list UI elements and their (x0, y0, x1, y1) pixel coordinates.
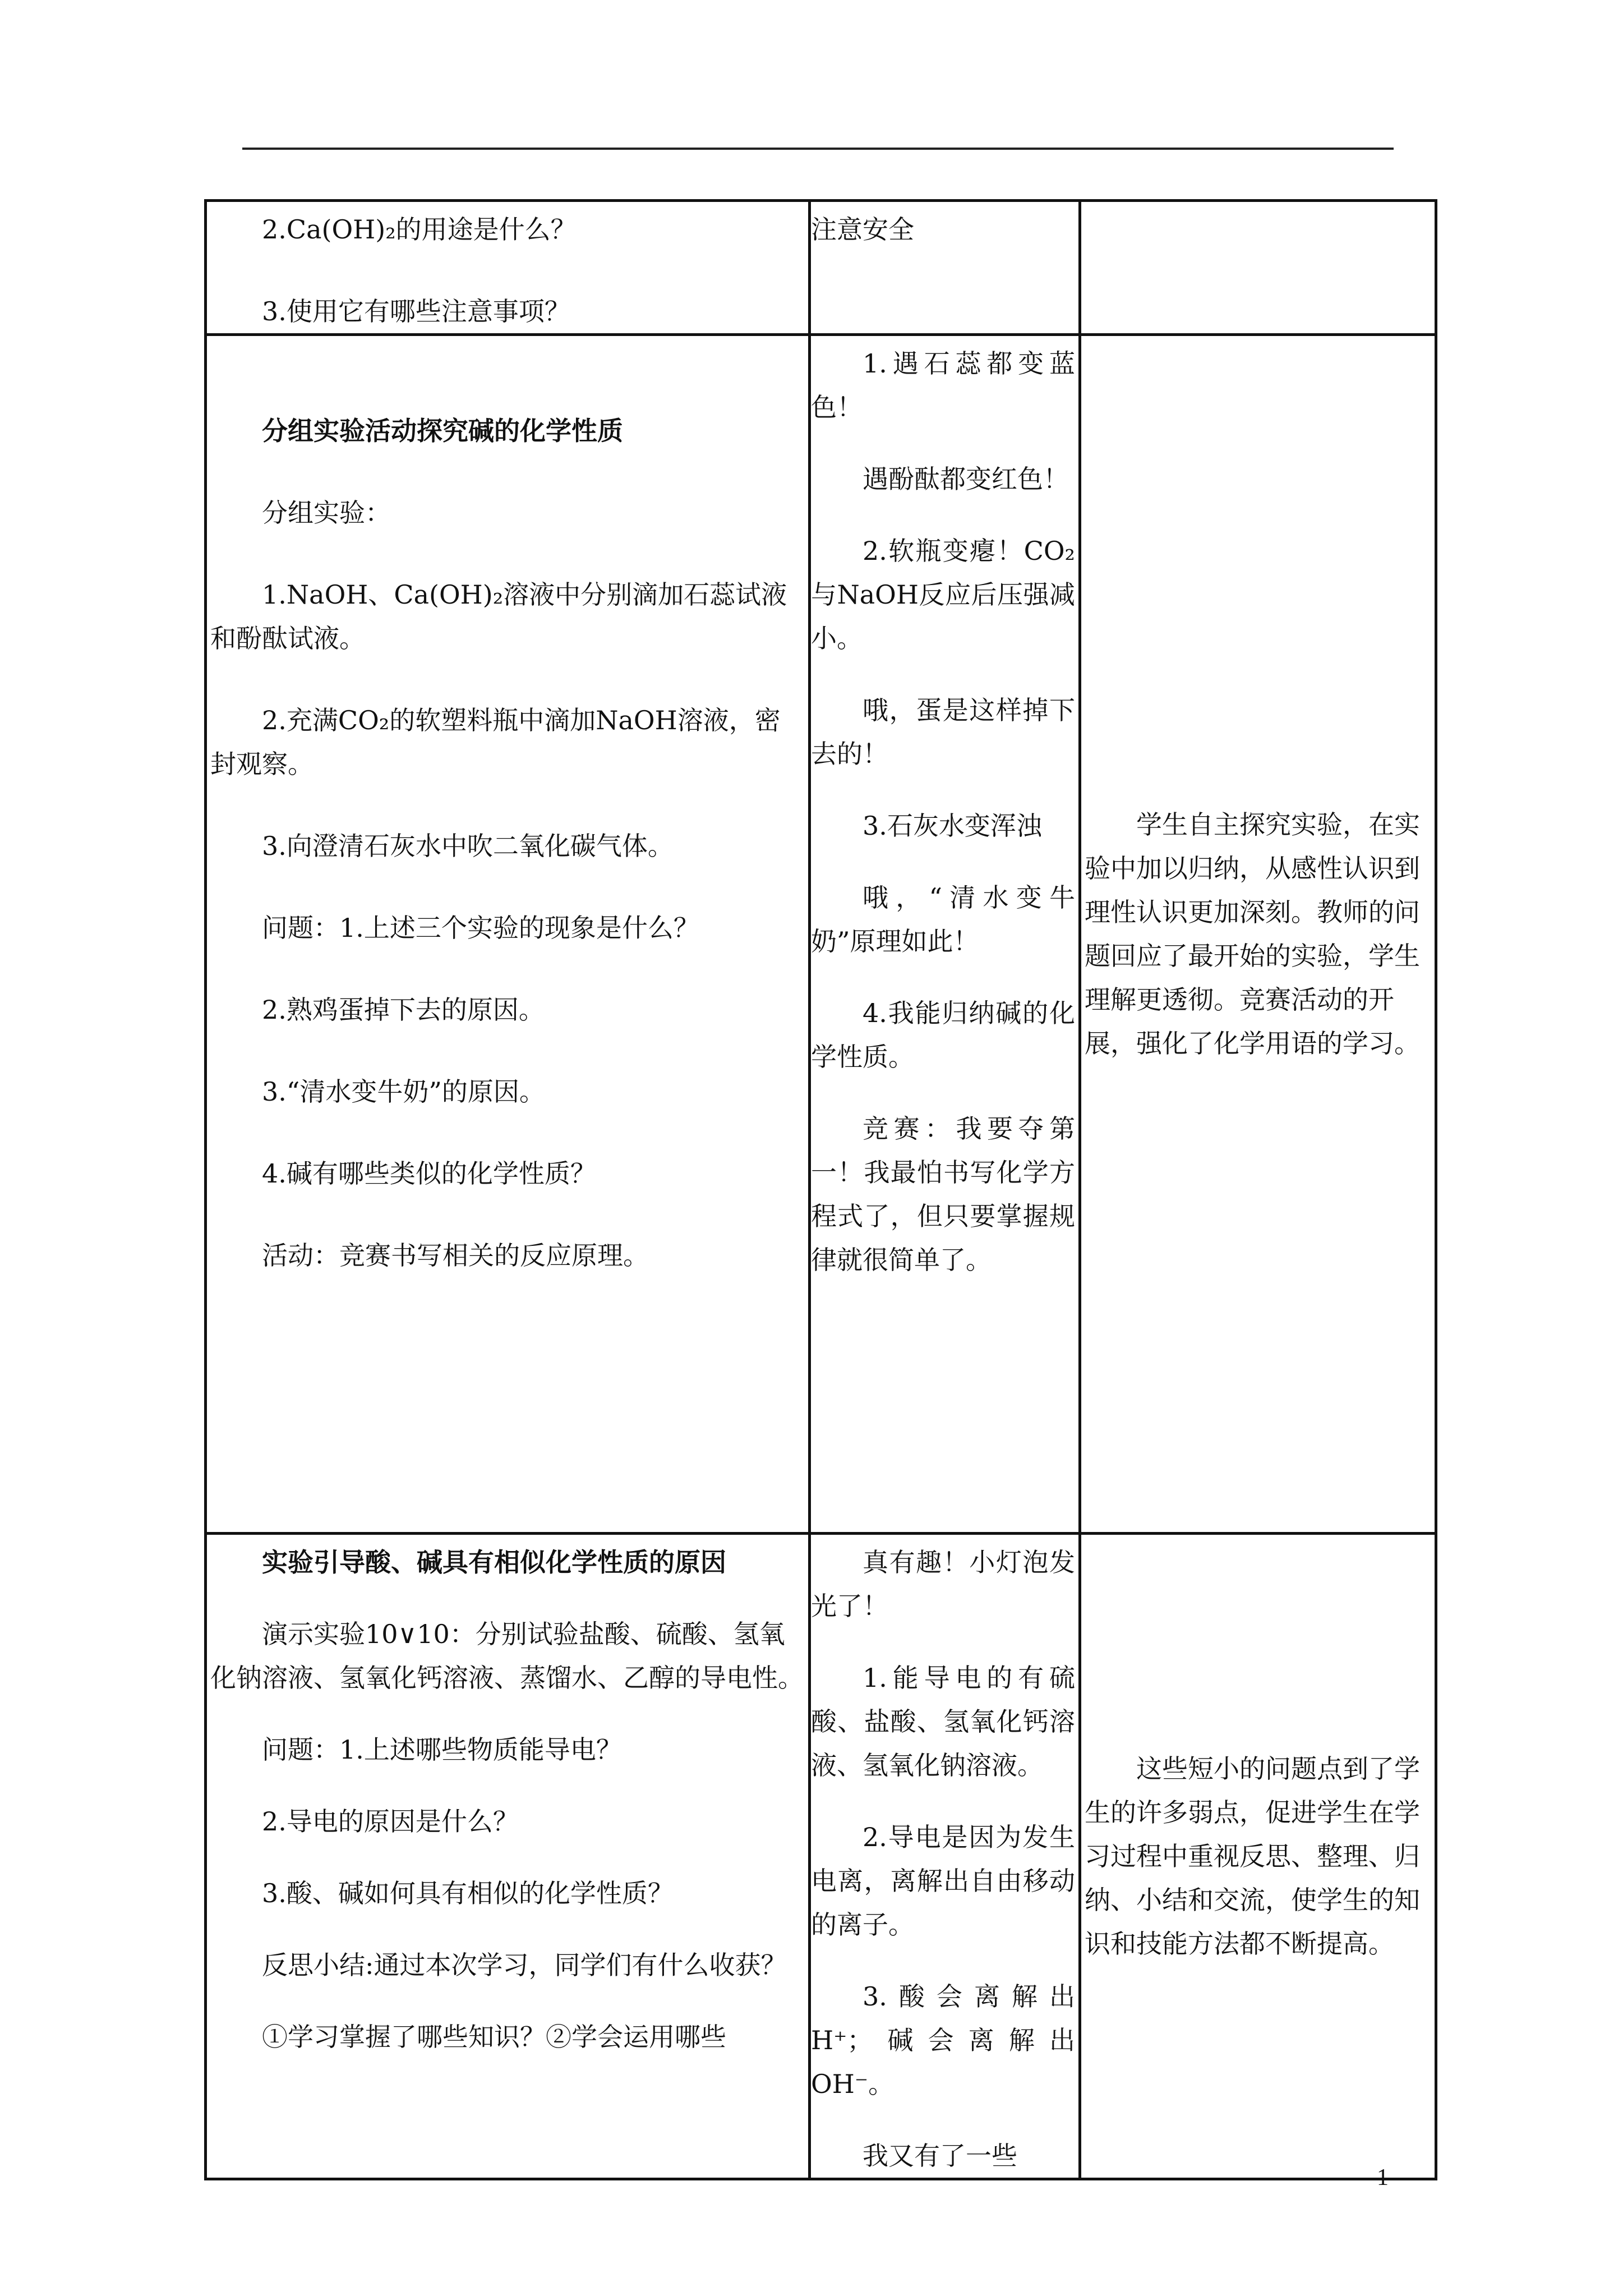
table-row (206, 201, 1436, 335)
row3-col3-comment: 这些短小的问题点到了学生的许多弱点，促进学生在学习过程中重视反思、整理、归纳、小结和交流，使学生的知识和技能方法都不断提高。 (1085, 1754, 1420, 1959)
row2-col1-line: 活动：竞赛书写相关的反应原理。 (262, 1240, 649, 1271)
row2-col1-line: 2.充满CO₂的软塑料瓶中滴加NaOH溶液，密封观察。 (210, 705, 781, 779)
row3-col1-title: 实验引导酸、碱具有相似化学性质的原因 (262, 1547, 726, 1577)
row3-col2-line: 2.导电是因为发生电离，离解出自由移动的离子。 (811, 1822, 1075, 1940)
row3-col2-line: 1.能导电的有硫酸、盐酸、氢氧化钙溶液、氢氧化钠溶液。 (811, 1663, 1075, 1780)
row1-col1 (206, 201, 810, 335)
row2-col2-line: 哦，蛋是这样掉下去的！ (811, 695, 1075, 769)
row3-col1-line: 反思小结:通过本次学习，同学们有什么收获？ (262, 1950, 787, 1980)
table-row (206, 1534, 1436, 2179)
page-number: 1 (1377, 2165, 1389, 2191)
row2-col1 (206, 335, 810, 1534)
row2-col1-line: 3.“清水变牛奶”的原因。 (262, 1076, 545, 1107)
row3-col2-line: 真有趣！小灯泡发光了！ (811, 1547, 1075, 1621)
row2-col3-comment: 学生自主探究实验，在实验中加以归纳，从感性认识到理性认识更加深刻。教师的问题回应了最开始的实验，学生理解更透彻。竞赛活动的开展，强化了化学用语的学习。 (1085, 809, 1420, 1059)
row1-col3 (1080, 201, 1436, 335)
row3-col2-line: 我又有了一些 (863, 2141, 1017, 2171)
row3-col3 (1080, 1534, 1436, 2179)
row2-col2-line: 2.软瓶变瘪！CO₂与NaOH反应后压强减小。 (811, 536, 1075, 654)
row3-col1 (206, 1534, 810, 2179)
row3-col1-line: 3.酸、碱如何具有相似的化学性质？ (262, 1878, 674, 1908)
row3-col2-line: 3.酸会离解出H⁺；碱会离解出OH⁻。 (811, 1981, 1075, 2099)
row2-col2 (810, 335, 1080, 1534)
row3-col1-line: 问题：1.上述哪些物质能导电？ (262, 1734, 622, 1765)
row2-col1-line: 分组实验： (262, 498, 391, 528)
lesson-plan-table (204, 199, 1437, 2180)
header-rule (242, 148, 1394, 150)
row2-col1-line: 3.向澄清石灰水中吹二氧化碳气体。 (262, 831, 674, 861)
row2-col2-line: 竞赛：我要夺第一！我最怕书写化学方程式了，但只要掌握规律就很简单了。 (811, 1114, 1075, 1275)
table-row (206, 335, 1436, 1534)
row2-col2-line: 1.遇石蕊都变蓝色！ (811, 348, 1075, 422)
row2-col1-line: 2.熟鸡蛋掉下去的原因。 (262, 995, 545, 1025)
row3-col1-line: 2.导电的原因是什么？ (262, 1806, 519, 1837)
row2-col2-line: 4.我能归纳碱的化学性质。 (811, 998, 1075, 1072)
row1-col2-line: 注意安全 (811, 214, 914, 245)
row2-col2-line: 遇酚酞都变红色！ (863, 464, 1069, 494)
row3-col1-line: ①学习掌握了哪些知识？②学会运用哪些 (262, 2022, 726, 2052)
row2-col1-title: 分组实验活动探究碱的化学性质 (262, 416, 623, 446)
row2-col2-line: 哦，“清水变牛奶”原理如此！ (811, 882, 1075, 956)
row2-col1-line: 问题：1.上述三个实验的现象是什么？ (262, 913, 699, 943)
row1-col1-line: 2.Ca(OH)₂的用途是什么？ (262, 214, 577, 245)
row2-col3 (1080, 335, 1436, 1534)
row1-col2 (810, 201, 1080, 335)
row2-col2-line: 3.石灰水变浑浊 (863, 811, 1042, 841)
row2-col1-line: 4.碱有哪些类似的化学性质？ (262, 1158, 596, 1189)
row3-col1-line: 演示实验10∨10：分别试验盐酸、硫酸、氢氧化钠溶液、氢氧化钙溶液、蒸馏水、乙醇的导电性。 (210, 1619, 804, 1693)
row1-col1-line: 3.使用它有哪些注意事项？ (262, 296, 570, 326)
row3-col2 (810, 1534, 1080, 2179)
row2-col1-line: 1.NaOH、Ca(OH)₂溶液中分别滴加石蕊试液和酚酞试液。 (210, 579, 787, 654)
